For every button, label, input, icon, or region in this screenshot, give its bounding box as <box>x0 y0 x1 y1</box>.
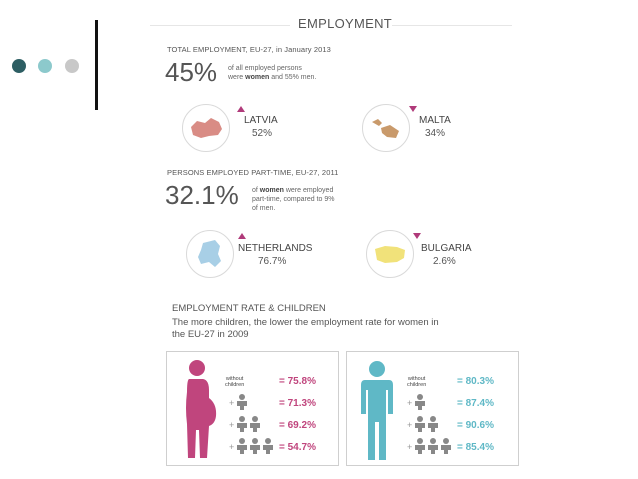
latvia-map-icon <box>183 105 229 151</box>
total-employment-heading: TOTAL EMPLOYMENT, EU-27, in January 2013 <box>167 45 331 54</box>
malta-down-arrow-icon <box>409 106 417 112</box>
netherlands-circle <box>186 230 234 278</box>
infographic-title: EMPLOYMENT <box>298 16 393 31</box>
men-one-child-icon <box>414 394 426 410</box>
women-two-children-icon <box>236 416 262 432</box>
part-time-heading: PERSONS EMPLOYED PART-TIME, EU-27, 2011 <box>167 168 339 177</box>
bulgaria-name: BULGARIA <box>421 243 472 254</box>
netherlands-map-icon <box>187 231 233 277</box>
men-plus-2: + <box>407 420 413 430</box>
man-icon <box>357 360 397 462</box>
dark-teal-dot <box>12 59 26 73</box>
men-without-children-label: without children <box>407 376 427 388</box>
women-rate-3: = 54.7% <box>279 442 316 453</box>
children-heading: EMPLOYMENT RATE & CHILDREN <box>172 303 326 314</box>
malta-value: 34% <box>425 128 446 139</box>
men-panel <box>346 351 519 466</box>
men-plus-1: + <box>407 398 413 408</box>
men-three-children-icon <box>414 438 453 454</box>
total-employment-percent: 45% <box>165 57 218 87</box>
netherlands-up-arrow-icon <box>238 233 246 239</box>
latvia-name: LATVIA <box>244 115 278 126</box>
latvia-circle <box>182 104 230 152</box>
bulgaria-map-icon <box>367 231 413 277</box>
women-plus-1: + <box>229 398 235 408</box>
children-subtitle-line1: The more children, the lower the employment rate for women in <box>172 317 439 328</box>
women-without-children-label: without children <box>225 376 245 388</box>
title-rule-left <box>150 25 290 26</box>
malta-circle <box>362 104 410 152</box>
men-rate-0: = 80.3% <box>457 376 494 387</box>
netherlands-name: NETHERLANDS <box>238 243 313 254</box>
title-rule-right <box>392 25 512 26</box>
part-time-percent: 32.1% <box>165 180 239 210</box>
women-rate-1: = 71.3% <box>279 398 316 409</box>
men-two-children-icon <box>414 416 440 432</box>
part-time-text: of women were employed part-time, compared to 9% of men. <box>252 187 335 212</box>
children-subtitle-line2: the EU-27 in 2009 <box>172 329 249 340</box>
women-panel <box>166 351 339 466</box>
women-one-child-icon <box>236 394 248 410</box>
total-employment-text: of all employed persons were women and 55% men. <box>228 65 317 81</box>
malta-name: MALTA <box>419 115 451 126</box>
men-rate-1: = 87.4% <box>457 398 494 409</box>
latvia-value: 52% <box>252 128 273 139</box>
malta-map-icon <box>363 105 409 151</box>
light-teal-dot <box>38 59 52 73</box>
vertical-divider <box>95 20 98 110</box>
latvia-up-arrow-icon <box>237 106 245 112</box>
men-plus-3: + <box>407 442 413 452</box>
grey-dot <box>65 59 79 73</box>
pregnant-woman-icon <box>179 358 219 462</box>
bulgaria-value: 2.6% <box>433 256 456 267</box>
women-plus-3: + <box>229 442 235 452</box>
bulgaria-circle <box>366 230 414 278</box>
women-plus-2: + <box>229 420 235 430</box>
women-rate-2: = 69.2% <box>279 420 316 431</box>
netherlands-value: 76.7% <box>258 256 287 267</box>
women-three-children-icon <box>236 438 275 454</box>
men-rate-3: = 85.4% <box>457 442 494 453</box>
women-rate-0: = 75.8% <box>279 376 316 387</box>
bulgaria-down-arrow-icon <box>413 233 421 239</box>
men-rate-2: = 90.6% <box>457 420 494 431</box>
